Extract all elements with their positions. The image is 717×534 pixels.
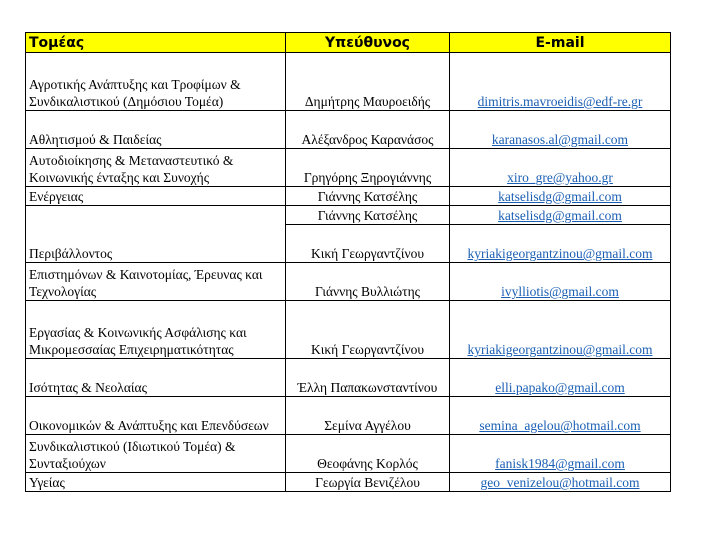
table-row <box>26 397 671 435</box>
table-row <box>26 187 671 206</box>
person-cell: Γιάννης Κατσέλης <box>286 206 450 225</box>
sector-cell: Οικονομικών & Ανάπτυξης και Επενδύσεων <box>26 397 286 435</box>
table-row <box>26 206 671 225</box>
sector-cell: Αθλητισμού & Παιδείας <box>26 111 286 149</box>
table-row <box>26 301 671 359</box>
header-email: E-mail <box>450 33 671 53</box>
person-cell: Γεωργία Βενιζέλου <box>286 473 450 492</box>
email-link[interactable]: geo_venizelou@hotmail.com <box>480 475 640 490</box>
contacts-table <box>25 32 671 492</box>
person-cell: Κική Γεωργαντζίνου <box>286 301 450 359</box>
person-cell: Γιάννης Κατσέλης <box>286 187 450 206</box>
sector-cell: Αυτοδιοίκησης & Μεταναστευτικό & Κοινωνικής ένταξης και Συνοχής <box>26 149 286 187</box>
email-link[interactable]: xiro_gre@yahoo.gr <box>507 170 613 185</box>
table-row <box>26 359 671 397</box>
sector-cell: Υγείας <box>26 473 286 492</box>
header-row <box>26 33 671 53</box>
table-row <box>26 53 671 111</box>
header-person: Υπεύθυνος <box>286 33 450 53</box>
person-cell: Αλέξανδρος Καρανάσος <box>286 111 450 149</box>
email-link[interactable]: kyriakigeorgantzinou@gmail.com <box>467 246 653 261</box>
sector-cell: Συνδικαλιστικού (Ιδιωτικού Τομέα) & Συνταξιούχων <box>26 435 286 473</box>
sector-cell: Εργασίας & Κοινωνικής Ασφάλισης και Μικρομεσσαίας Επιχειρηματικότητας <box>26 301 286 359</box>
email-link[interactable]: semina_agelou@hotmail.com <box>479 418 641 433</box>
person-cell: Γρηγόρης Ξηρογιάννης <box>286 149 450 187</box>
table-row <box>26 263 671 301</box>
sector-cell: Επιστημόνων & Καινοτομίας, Έρευνας και Τεχνολογίας <box>26 263 286 301</box>
table-row <box>26 111 671 149</box>
email-link[interactable]: katselisdg@gmail.com <box>498 208 622 223</box>
sector-cell: Περιβάλλοντος <box>26 206 286 263</box>
person-cell: Γιάννης Βυλλιώτης <box>286 263 450 301</box>
sector-cell: Ισότητας & Νεολαίας <box>26 359 286 397</box>
person-cell: Σεμίνα Αγγέλου <box>286 397 450 435</box>
email-link[interactable]: kyriakigeorgantzinou@gmail.com <box>467 342 653 357</box>
email-link[interactable]: katselisdg@gmail.com <box>498 189 622 204</box>
email-link[interactable]: karanasos.al@gmail.com <box>491 132 629 147</box>
header-sector: Τομέας <box>26 33 286 53</box>
person-cell: Θεοφάνης Κορλός <box>286 435 450 473</box>
table-row <box>26 149 671 187</box>
sector-cell: Ενέργειας <box>26 187 286 206</box>
email-link[interactable]: fanisk1984@gmail.com <box>495 456 625 471</box>
person-cell: Κική Γεωργαντζίνου <box>286 225 450 263</box>
table-row <box>26 435 671 473</box>
sector-cell: Αγροτικής Ανάπτυξης και Τροφίμων & Συνδικαλιστικού (Δημόσιου Τομέα) <box>26 53 286 111</box>
person-cell: Έλλη Παπακωνσταντίνου <box>286 359 450 397</box>
person-cell: Δημήτρης Μαυροειδής <box>286 53 450 111</box>
email-link[interactable]: dimitris.mavroeidis@edf-re.gr <box>477 94 643 109</box>
table-row <box>26 473 671 492</box>
email-link[interactable]: elli.papako@gmail.com <box>495 380 625 395</box>
email-link[interactable]: ivylliotis@gmail.com <box>501 284 619 299</box>
